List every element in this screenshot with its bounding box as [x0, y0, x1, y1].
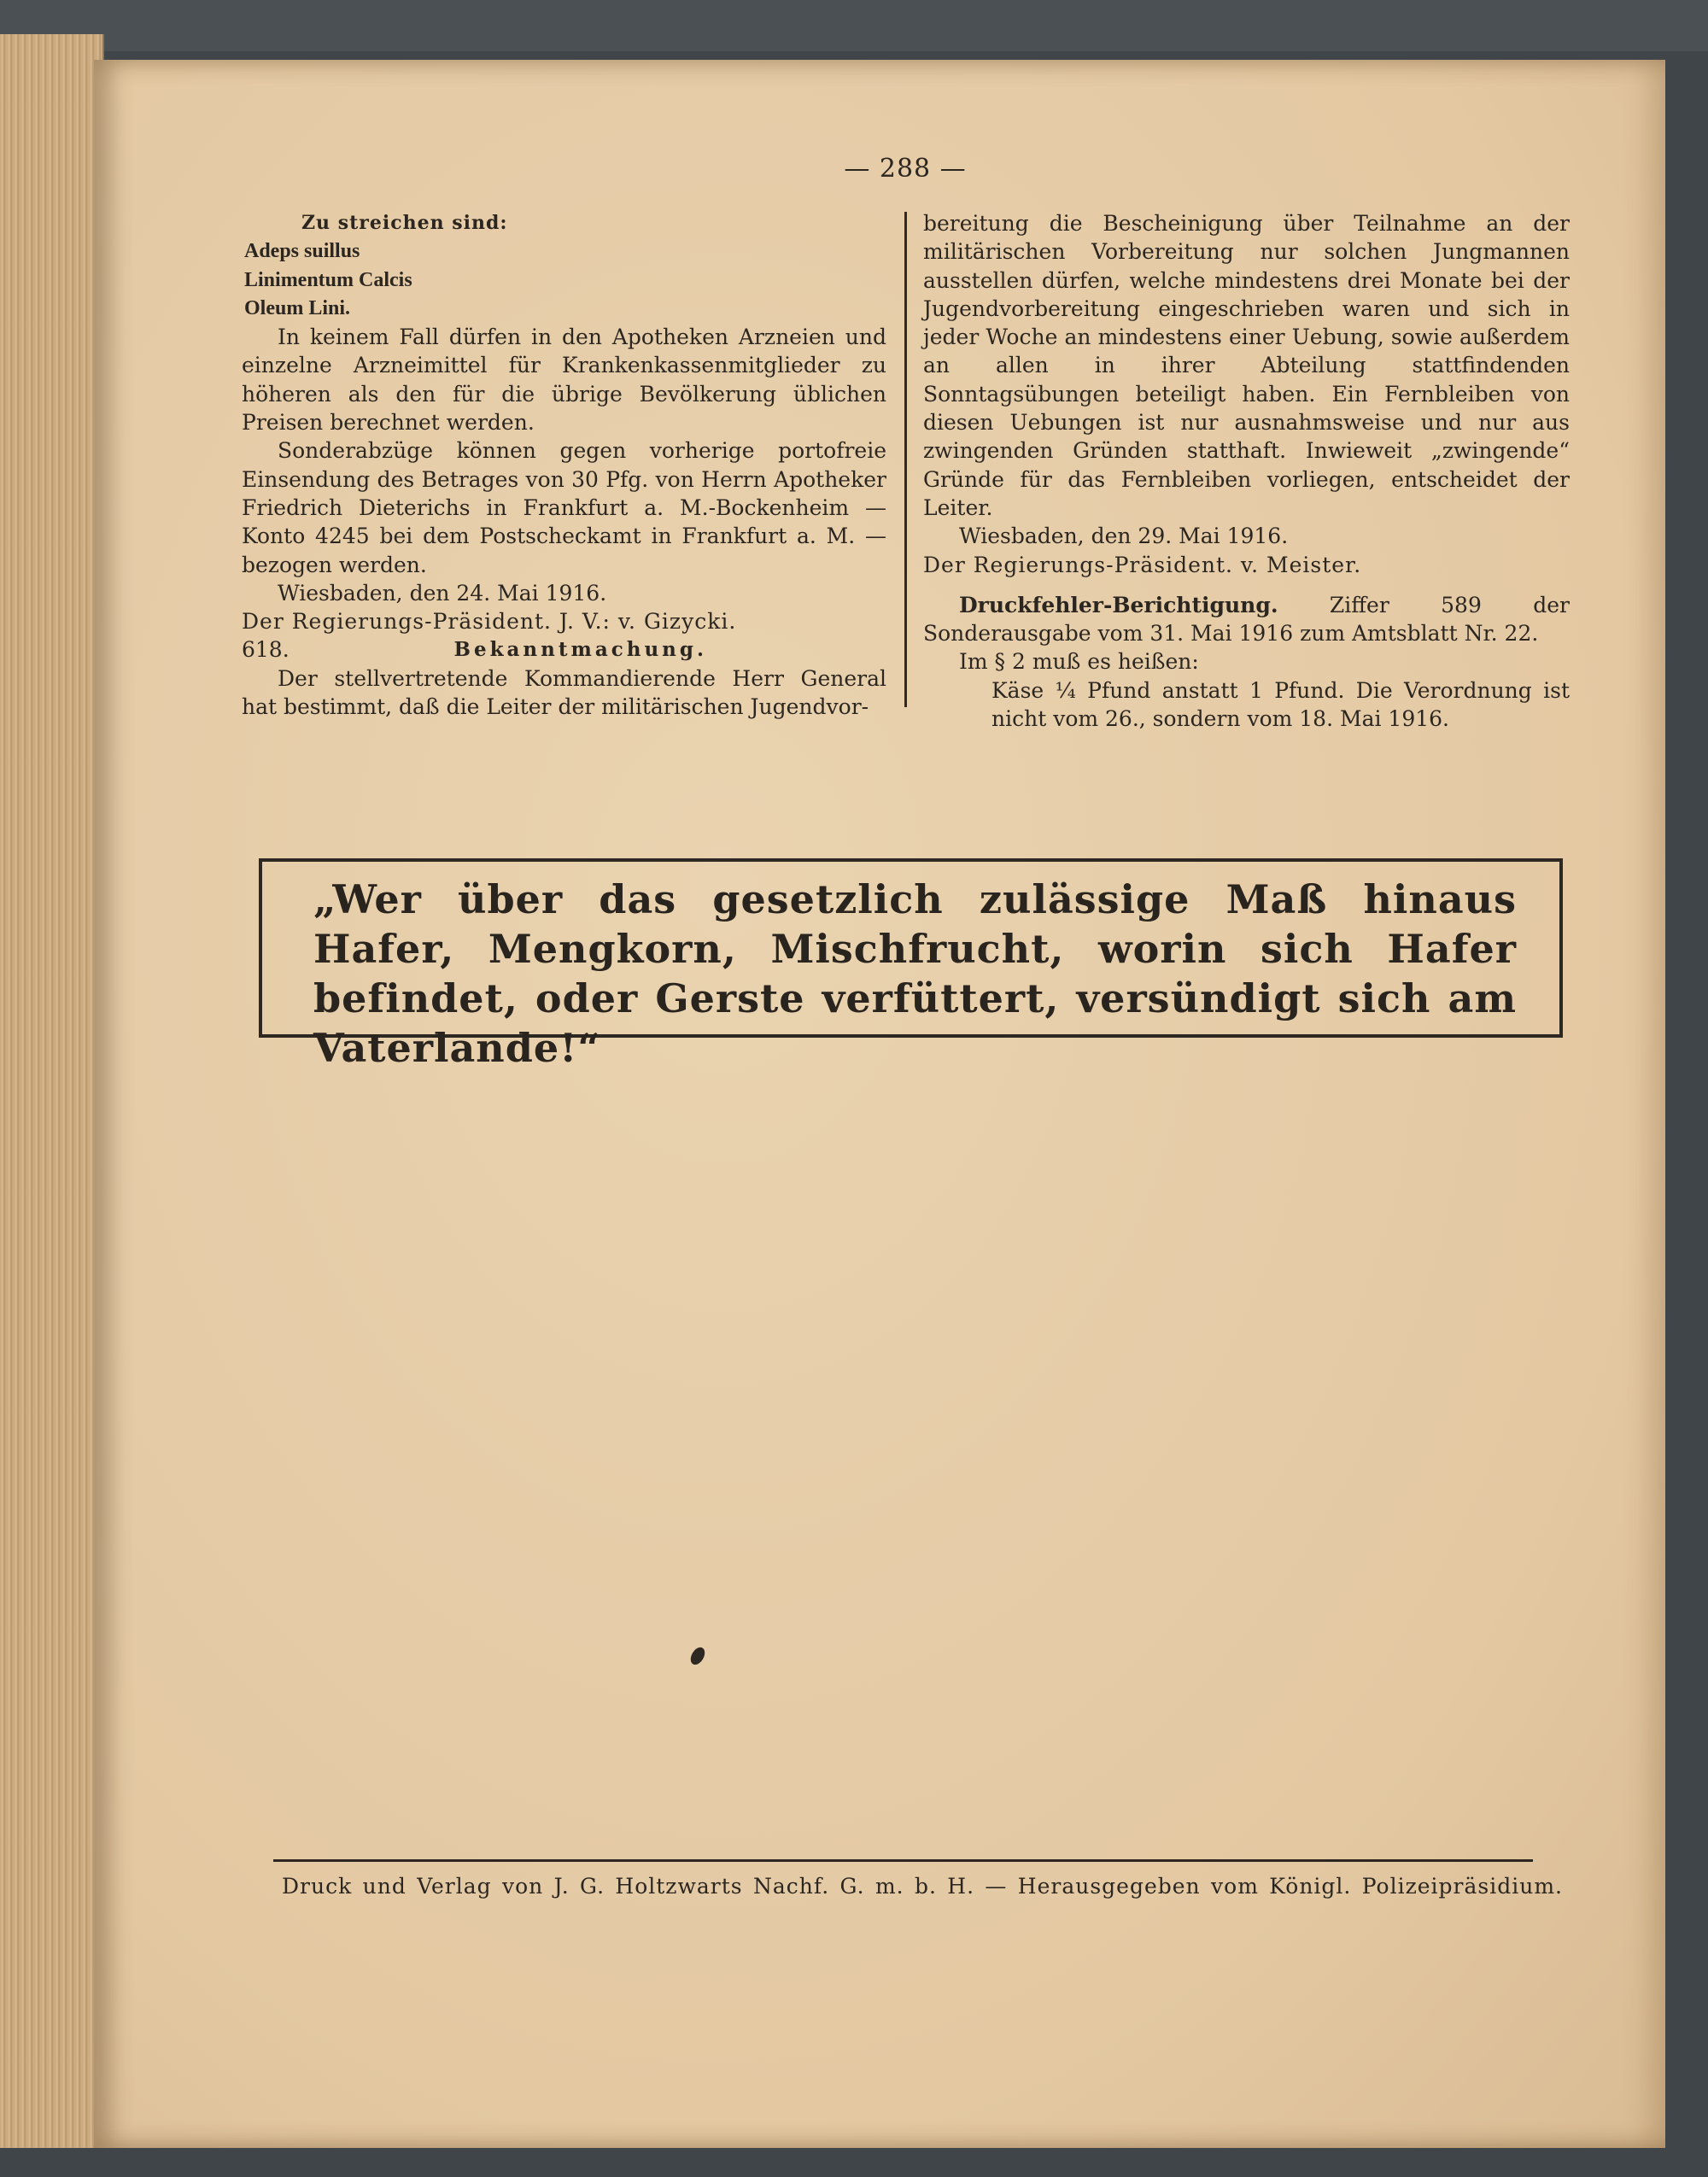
strike-item: Adeps suillus [244, 240, 360, 263]
column-divider [904, 212, 907, 707]
announcement-heading [242, 635, 886, 664]
left-column [242, 209, 886, 721]
continuation-text: bereitung die Bescheinigung über Teilnahme an der militärischen Vorbereitung nur solchen Jungmannen ausstellen dürfen, welche mindestens drei Monate bei der Jugendvorbereitung eingeschrieben waren und sich in jeder Woche an mindestens einer Uebung, sowie außerdem an allen in ihrer Abteilung stattfindenden Sonntagsübungen beteiligt haben. Ein Fernbleiben von diesen Uebungen ist nur ausnahmsweise und nur aus zwingenden Gründen statthaft. Inwieweit „zwingende“ Gründe für das Fernbleiben vorliegen, entscheidet der Leiter. [923, 211, 1570, 520]
page-number: — 288 — [844, 154, 967, 184]
signature: Der Regierungs-Präsident. J. V.: v. Gizycki. [242, 609, 737, 635]
strike-item: Linimentum Calcis [244, 268, 412, 291]
paragraph-pricing: In keinem Fall dürfen in den Apotheken Arzneien und einzelne Arzneimittel für Krankenkassenmitglieder zu höheren als den für die übrige Bevölkerung üblichen Preisen berechnet werden. [242, 325, 886, 436]
correction-intro: Im § 2 muß es heißen: [959, 649, 1199, 675]
footer-rule [273, 1859, 1533, 1862]
signature: Der Regierungs-Präsident. v. Meister. [923, 552, 1362, 577]
announcement-title: Bekanntmachung. [453, 638, 707, 662]
book-page-edges [0, 34, 104, 2148]
correction-label: Druckfehler-Berichtigung. [959, 592, 1278, 617]
strike-item: Oleum Lini. [244, 296, 351, 319]
announcement-number: 618. [242, 637, 290, 663]
correction-detail: Käse ¼ Pfund anstatt 1 Pfund. Die Verordnung ist nicht vom 26., sondern vom 18. Mai 1916. [991, 677, 1570, 732]
book-cover-top [0, 0, 1708, 51]
banner-box: „Wer über das gesetzlich zulässige Maß hinaus Hafer, Mengkorn, Mischfrucht, worin sich Hafer befindet, oder Gerste verfüttert, versündigt sich am Vaterlande!“ [259, 858, 1563, 1038]
correction-paragraph [923, 591, 1570, 648]
date-line: Wiesbaden, den 29. Mai 1916. [959, 524, 1289, 549]
paragraph-offprints: Sonderabzüge können gegen vorherige portofreie Einsendung des Betrages von 30 Pfg. von Herrn Apotheker Friedrich Dieterichs in Frankfurt a. M.-Bockenheim — Konto 4245 bei dem Postscheckamt in Frankfurt a. M. — bezogen werden. [242, 438, 886, 577]
correction-text: Ziffer 589 der Sonderausgabe vom 31. Mai 1916 zum Amtsblatt Nr. 22. [923, 592, 1570, 647]
announcement-text: Der stellvertretende Kommandierende Herr General hat bestimmt, daß die Leiter der militärischen Jugendvor- [242, 665, 886, 720]
imprint-footer: Druck und Verlag von J. G. Holtzwarts Nachf. G. m. b. H. — Herausgegeben vom Königl. Polizeipräsidium. [282, 1874, 1563, 1899]
date-line: Wiesbaden, den 24. Mai 1916. [278, 580, 607, 606]
strike-heading: Zu streichen sind: [301, 212, 508, 234]
right-column [923, 209, 1570, 733]
